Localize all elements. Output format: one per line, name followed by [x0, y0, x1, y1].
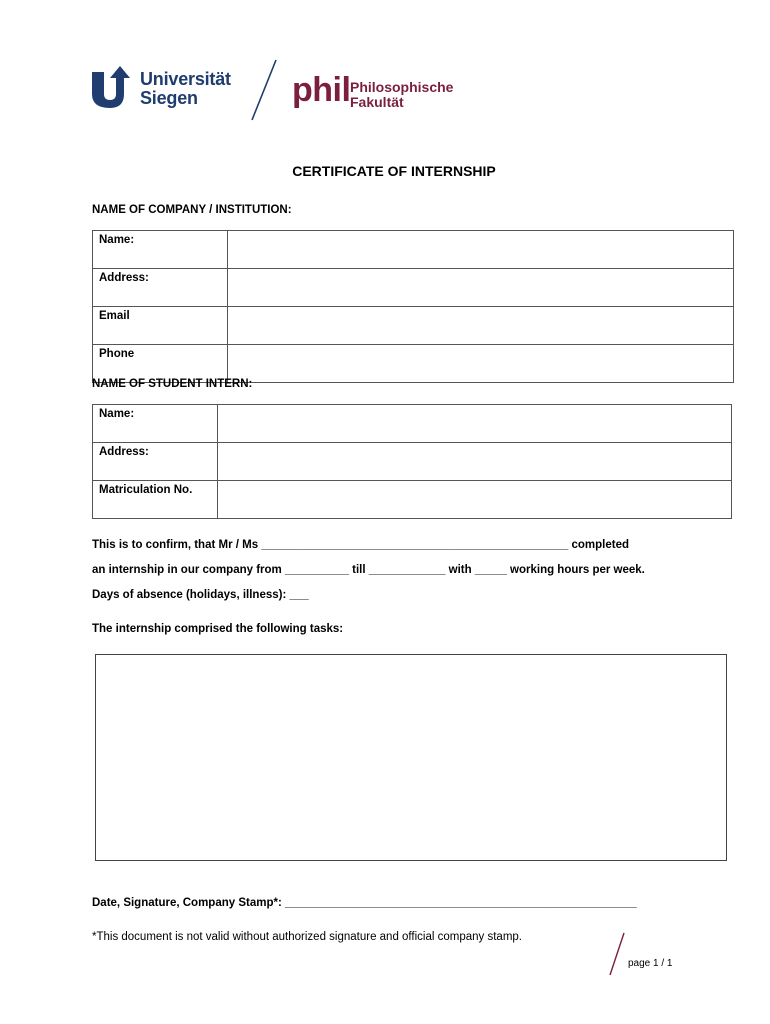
table-row — [93, 443, 732, 481]
company-info-table — [92, 230, 734, 383]
university-name-line1: Universität — [140, 69, 231, 89]
university-name-line2: Siegen — [140, 88, 198, 108]
company-address-label: Address: — [93, 269, 228, 307]
table-row — [93, 231, 734, 269]
confirmation-line-1: This is to confirm, that Mr / Ms ________________________________________________ completed — [92, 539, 630, 551]
company-name-label: Name: — [93, 231, 228, 269]
table-row — [93, 345, 734, 383]
student-info-table — [92, 404, 732, 519]
logo-divider-slash — [242, 58, 282, 122]
company-name-field[interactable] — [228, 231, 734, 269]
company-email-field[interactable] — [228, 307, 734, 345]
student-address-field[interactable] — [218, 443, 732, 481]
matriculation-label: Matriculation No. — [93, 481, 218, 519]
tasks-heading: The internship comprised the following tasks: — [92, 623, 344, 635]
absence-line: Days of absence (holidays, illness): ___ — [92, 589, 309, 601]
phil-mark: phil — [292, 71, 351, 109]
university-siegen-logo — [90, 64, 250, 116]
page-number: page 1 / 1 — [628, 958, 673, 969]
faculty-name-line1: Philosophische — [350, 79, 454, 95]
student-name-label: Name: — [93, 405, 218, 443]
company-email-label: Email — [93, 307, 228, 345]
company-phone-field[interactable] — [228, 345, 734, 383]
tasks-text-area[interactable] — [95, 654, 727, 861]
student-section-heading: NAME OF STUDENT INTERN: — [92, 378, 253, 390]
faculty-name-line2: Fakultät — [350, 94, 404, 110]
table-row — [93, 269, 734, 307]
matriculation-field[interactable] — [218, 481, 732, 519]
document-title: CERTIFICATE OF INTERNSHIP — [292, 163, 496, 179]
university-logo-mark-icon — [90, 64, 134, 110]
company-phone-label: Phone — [93, 345, 228, 383]
company-section-heading: NAME OF COMPANY / INSTITUTION: — [92, 204, 292, 216]
table-row — [93, 405, 732, 443]
confirmation-line-2: an internship in our company from __________ till ____________ with _____ working hours per week. — [92, 564, 645, 576]
student-address-label: Address: — [93, 443, 218, 481]
student-name-field[interactable] — [218, 405, 732, 443]
table-row — [93, 481, 732, 519]
company-address-field[interactable] — [228, 269, 734, 307]
table-row — [93, 307, 734, 345]
validity-footnote: *This document is not valid without authorized signature and official company stamp. — [92, 931, 522, 943]
signature-line: Date, Signature, Company Stamp*: _______________________________________________________ — [92, 897, 637, 909]
page-divider-slash — [604, 931, 628, 977]
